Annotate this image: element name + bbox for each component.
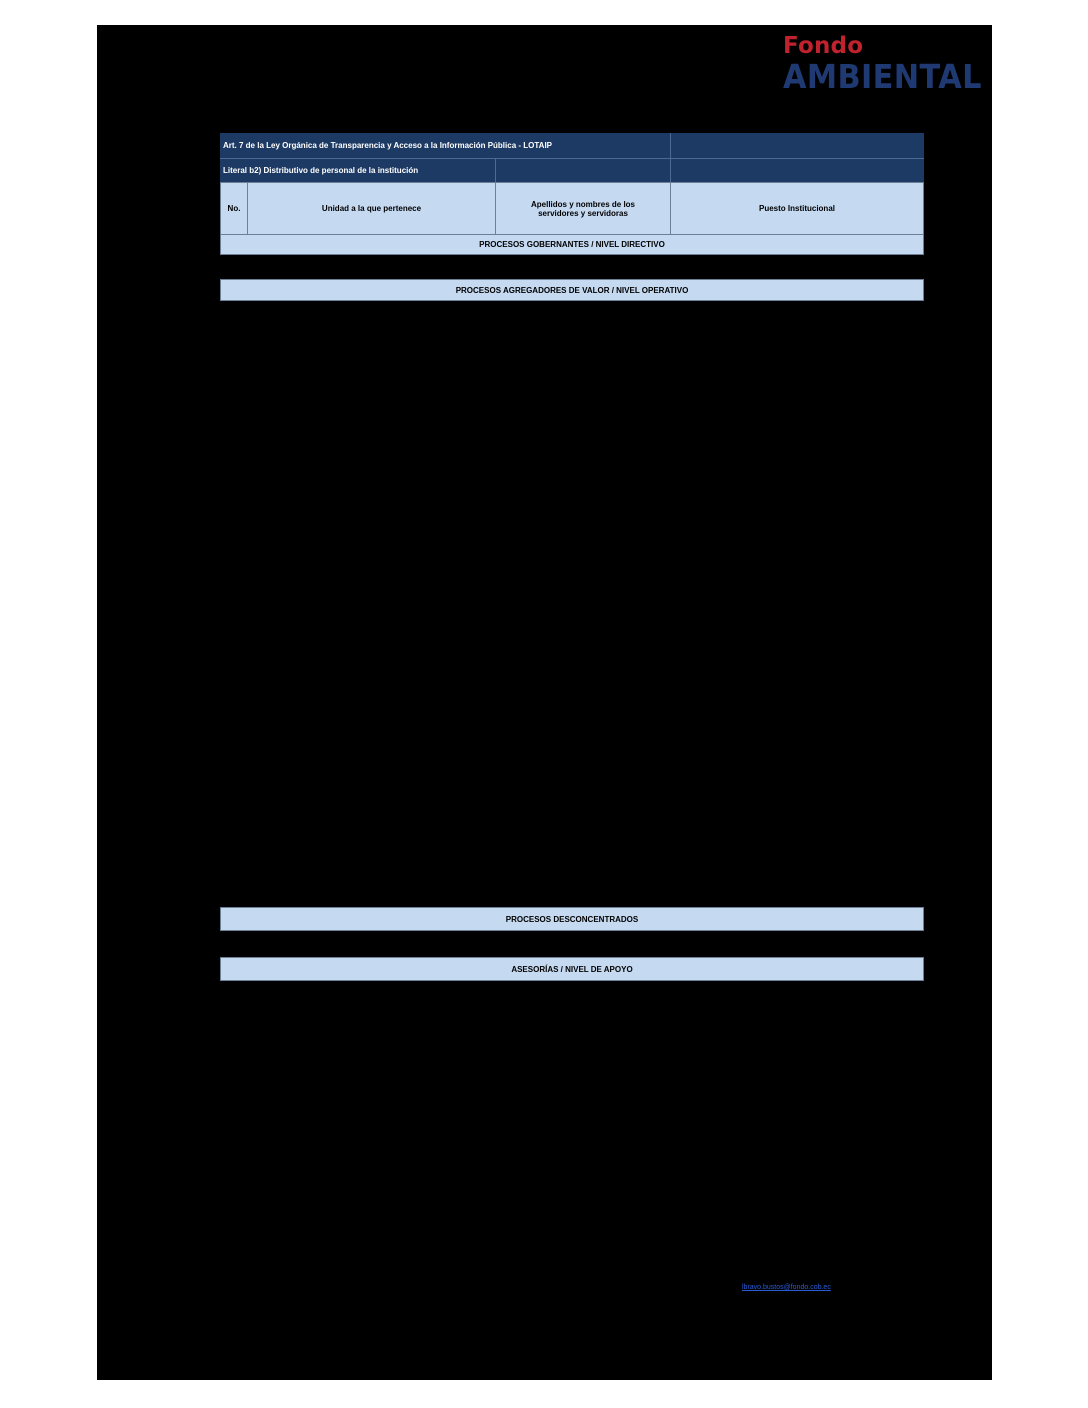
section-row-deconcentrated: PROCESOS DESCONCENTRADOS [220, 907, 924, 931]
section-row-value-adding: PROCESOS AGREGADORES DE VALOR / NIVEL OPERATIVO [220, 279, 924, 301]
logo-line2: AMBIENTAL [783, 57, 982, 96]
contact-email-link[interactable]: lbravo.bustos@fondo.cob.ec [742, 1284, 831, 1291]
column-header-number: No. [220, 182, 248, 235]
fondo-ambiental-logo [783, 33, 983, 95]
column-header-unit: Unidad a la que pertenece [247, 182, 496, 235]
table-title-empty-cell [670, 133, 924, 158]
logo-line1: Fondo [783, 33, 864, 59]
column-header-position: Puesto Institucional [670, 182, 924, 235]
table-subtitle-row: Literal b2) Distributivo de personal de la institución [220, 158, 495, 182]
section-row-advisory: ASESORÍAS / NIVEL DE APOYO [220, 957, 924, 981]
document-page [97, 25, 992, 1380]
section-row-governing: PROCESOS GOBERNANTES / NIVEL DIRECTIVO [220, 234, 924, 255]
table-subtitle-empty-cell [670, 158, 924, 182]
table-subtitle-empty-cell [495, 158, 670, 182]
column-header-names: Apellidos y nombres de los servidores y servidoras [495, 182, 671, 235]
table-title-row: Art. 7 de la Ley Orgánica de Transparencia y Acceso a la Información Pública - LOTAIP [220, 133, 670, 158]
